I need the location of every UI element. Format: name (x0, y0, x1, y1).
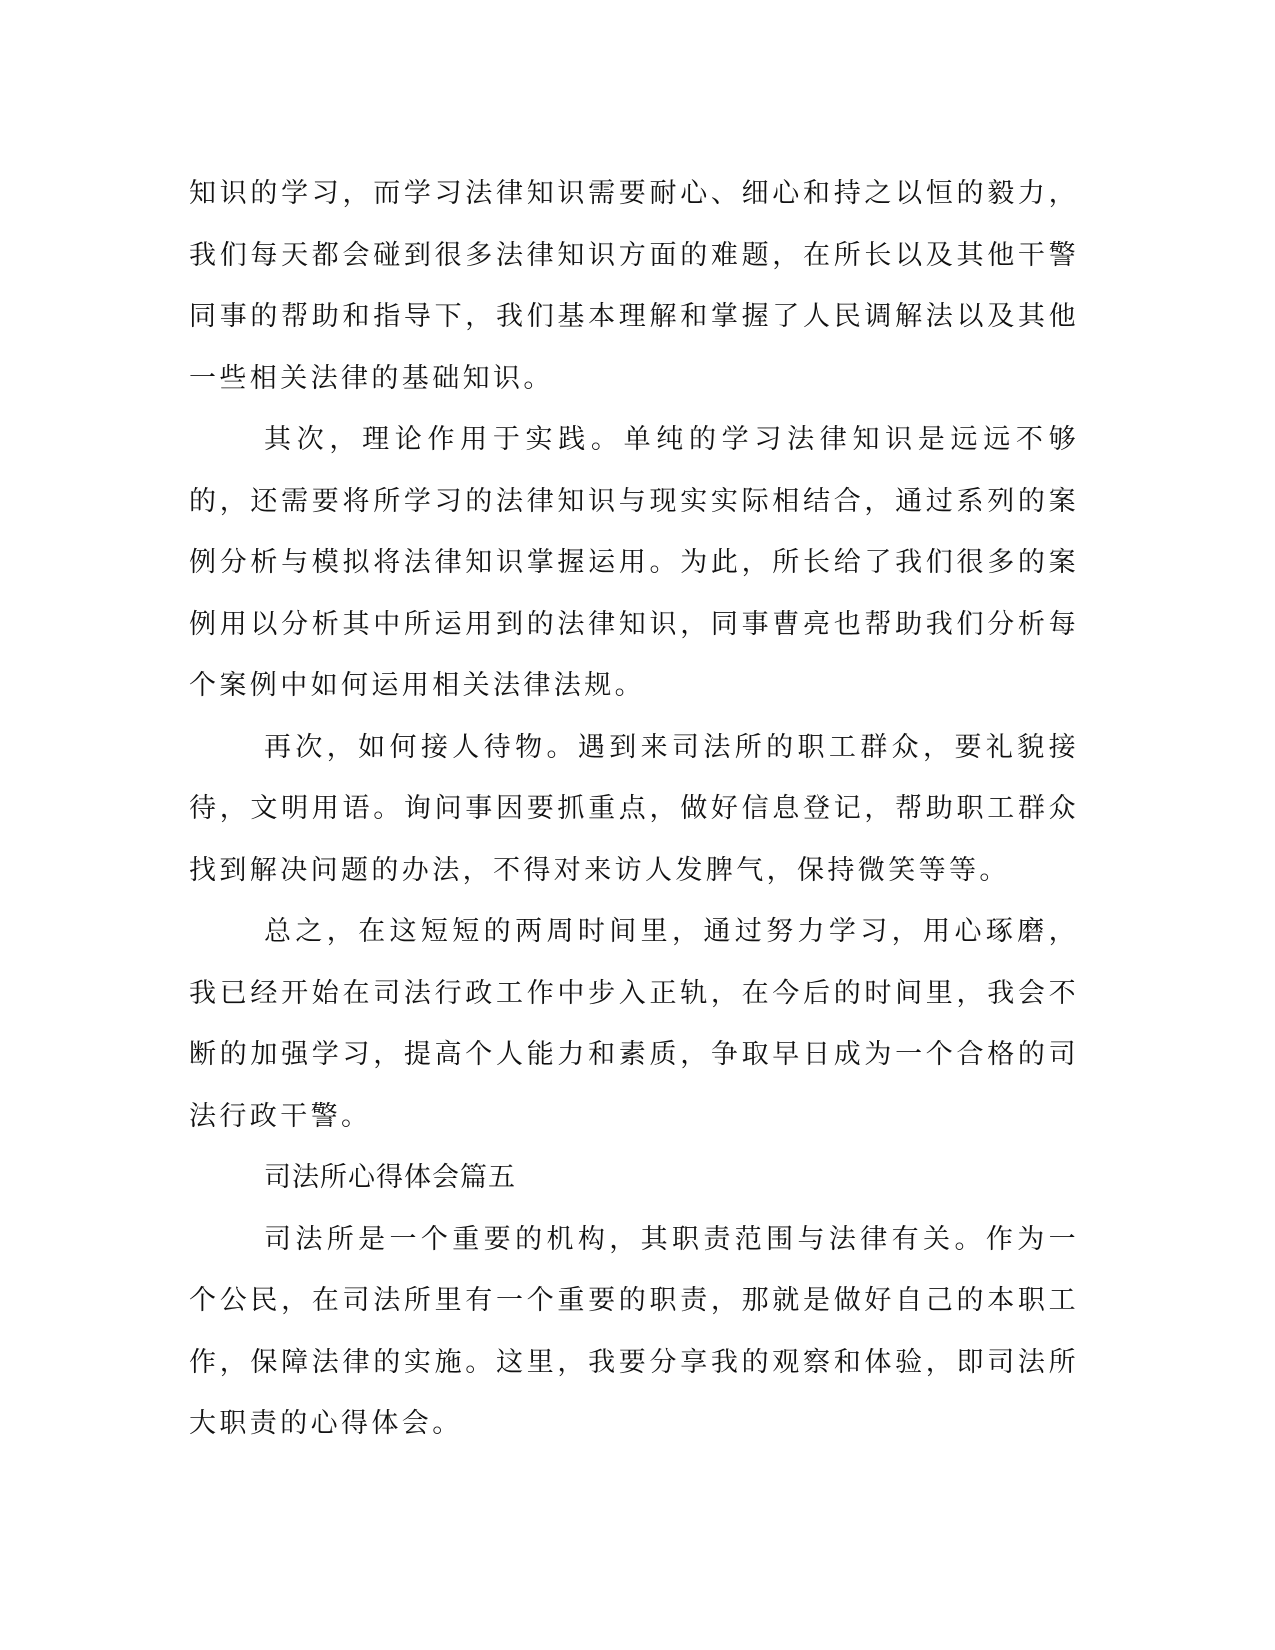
paragraph-study-law-continuation: 知识的学习，而学习法律知识需要耐心、细心和持之以恒的毅力，我们每天都会碰到很多法律知识方面的难题，在所长以及其他干警同事的帮助和指导下，我们基本理解和掌握了人民调解法以及其他一些相关法律的基础知识。 (189, 178, 1079, 394)
paragraph-summary: 总之，在这短短的两周时间里，通过努力学习，用心琢磨，我已经开始在司法行政工作中步入正轨，在今后的时间里，我会不断的加强学习，提高个人能力和素质，争取早日成为一个合格的司法行政干警。 (189, 916, 1079, 1132)
paragraph-judicial-office-duties: 司法所是一个重要的机构，其职责范围与法律有关。作为一个公民，在司法所里有一个重要的职责，那就是做好自己的本职工作，保障法律的实施。这里，我要分享我的观察和体验，即司法所大职责的心得体会。 (189, 1223, 1079, 1439)
section-heading: 司法所心得体会篇五 (264, 1162, 516, 1193)
paragraph-reception-etiquette: 再次，如何接人待物。遇到来司法所的职工群众，要礼貌接待，文明用语。询问事因要抓重点，做好信息登记，帮助职工群众找到解决问题的办法，不得对来访人发脾气，保持微笑等等。 (189, 731, 1079, 886)
paragraph-theory-practice: 其次，理论作用于实践。单纯的学习法律知识是远远不够的，还需要将所学习的法律知识与现实实际相结合，通过系列的案例分析与模拟将法律知识掌握运用。为此，所长给了我们很多的案例用以分析其中所运用到的法律知识，同事曹亮也帮助我们分析每个案例中如何运用相关法律法规。 (189, 424, 1079, 701)
document-body (189, 163, 1079, 1455)
